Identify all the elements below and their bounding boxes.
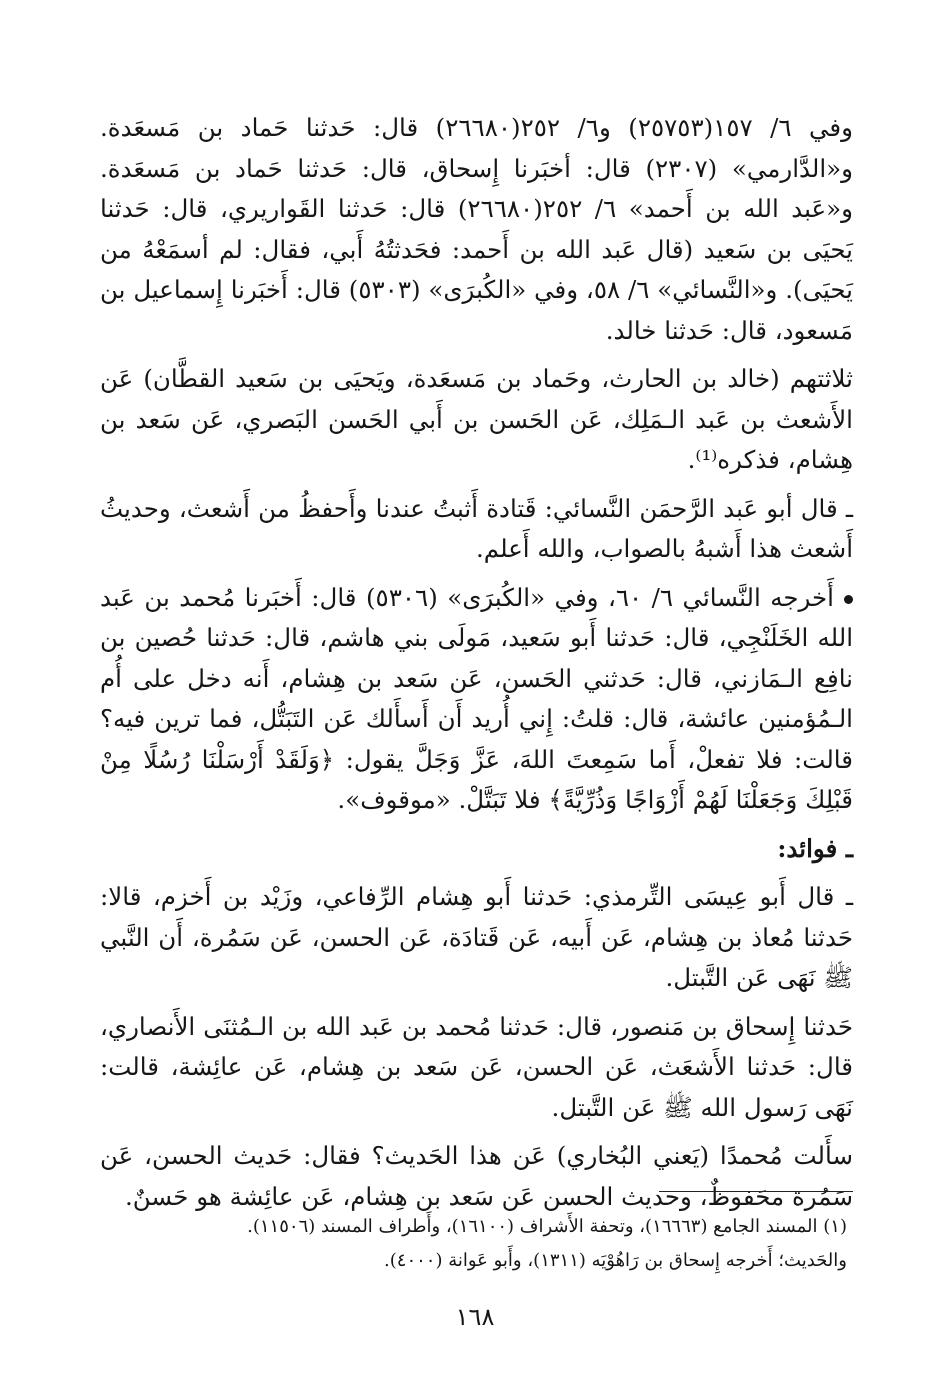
paragraph-three-narrators: ثلاثتهم (خالد بن الحارث، وحَماد بن مَسعَدة، ويَحيَى بن سَعيد القطَّان) عَن الأَشعث بن عَبد الـمَلِك، عَن الحَسن بن أَبي الحَسن البَصري، عَن سَعد بن هِشام، فذكره⁽¹⁾.	[100, 364, 853, 474]
paragraph-bukhari-question: سأَلت مُحمدًا (يَعني البُخاري) عَن هذا الحَديث؟ فقال: حَديث الحسن، عَن سَمُرة محَفوظٌ، وحديث الحسن عَن سَعد بن هِشام، عَن عائِشة هو حَسنٌ.	[100, 1141, 853, 1211]
paragraph-ishaq: حَدثنا إِسحاق بن مَنصور، قال: حَدثنا مُحمد بن عَبد الله بن الـمُثنَى الأَنصاري، قال: حَدثنا الأَشعَث، عَن الحسن، عَن سَعد بن هِشام، عَن عائِشة، قالت: نَهَى رَسول الله ﷺ عَن التَّبتل.	[100, 1011, 853, 1122]
footnote-line: (١) المسند الجامع (١٦٦٦٣)، وتحفة الأَشراف (١٦١٠٠)، وأَطراف المسند (١١٥٠٦).	[247, 1216, 847, 1237]
section-heading-fawaid: ـ فوائد:	[777, 833, 853, 863]
paragraph-takhrij-bullet	[100, 578, 853, 821]
bullet-icon	[844, 595, 853, 604]
paragraph-sources: وفي ٦/ ١٥٧(٢٥٧٥٣) و٦/ ٢٥٢(٢٦٦٨٠) قال: حَدثنا حَماد بن مَسعَدة. و«الدَّارمي» (٢٣٠٧) قال: أخبَرنا إِسحاق، قال: حَدثنا حَماد بن مَسعَدة. و«عَبد الله بن أَحمد» ٦/ ٢٥٢(٢٦٦٨٠) قال: حَدثنا القَواريري، قال: حَدثنا يَحيَى بن سَعيد (قال عَبد الله بن أَحمد: فحَدثتُهُ أَبي، فقال: لم أسمَعْهُ من يَحيَى). و«النَّسائي» ٦/ ٥٨، وفي «الكُبرَى» (٥٣٠٣) قال: أَخبَرنا إِسماعيل بن مَسعود، قال: حَدثنا خالد.	[100, 113, 853, 345]
footnote-line: والحَديث؛ أَخرجه إِسحاق بن رَاهُوْيَه (١٣١١)، وأَبو عَوانة (٤٠٠٠).	[384, 1250, 847, 1271]
footnote-divider	[659, 1191, 853, 1192]
paragraph-nasai-comment: ـ قال أبو عَبد الرَّحمَن النَّسائي: قَتادة أَثبتُ عندنا وأَحفظُ من أَشعث، وحديثُ أَشعث هذا أَشبهُ بالصواب، والله أَعلم.	[100, 493, 853, 563]
paragraph-takhrij-text: أَخرجه النَّسائي ٦/ ٦٠، وفي «الكُبرَى» (٥٣٠٦) قال: أَخبَرنا مُحمد بن عَبد الله الخَلَنْجِي، قال: حَدثنا أَبو سَعيد، مَولَى بني هاشم، قال: حَدثنا حُصين بن نافِع الـمَازني، قال: حَدثني الحَسن، عَن سَعد بن هِشام، أَنه دخل على أُم الـمُؤمنين عائشة، قال: قلتُ: إِني أُريد أَن أَسأَلك عَن التَبَتُّل، فما ترين فيه؟ قالت: فلا تفعلْ، أَما سَمِعتَ اللهَ، عَزَّ وَجَلَّ يقول: ﴿وَلَقَدْ أَرْسَلْنَا رُسُلًا مِنْ قَبْلِكَ وَجَعَلْنَا لَهُمْ أَزْوَاجًا وَذُرِّيَّةً﴾ فلا تَبَتَّلْ. «موقوف».	[100, 582, 853, 814]
footnotes	[100, 1210, 847, 1278]
main-text	[100, 108, 853, 1217]
paragraph-tirmidhi: ـ قال أَبو عِيسَى التِّرمذي: حَدثنا أَبو هِشام الرِّفاعي، وزَيْد بن أَخزم، قالا: حَدثنا مُعاذ بن هِشام، عَن أَبيه، عَن قَتادَة، عَن الحسن، عَن سَمُرة، أَن النَّبي ﷺ نَهَى عَن التَّبتل.	[100, 882, 853, 992]
page-number: ١٦٨	[455, 1303, 495, 1331]
